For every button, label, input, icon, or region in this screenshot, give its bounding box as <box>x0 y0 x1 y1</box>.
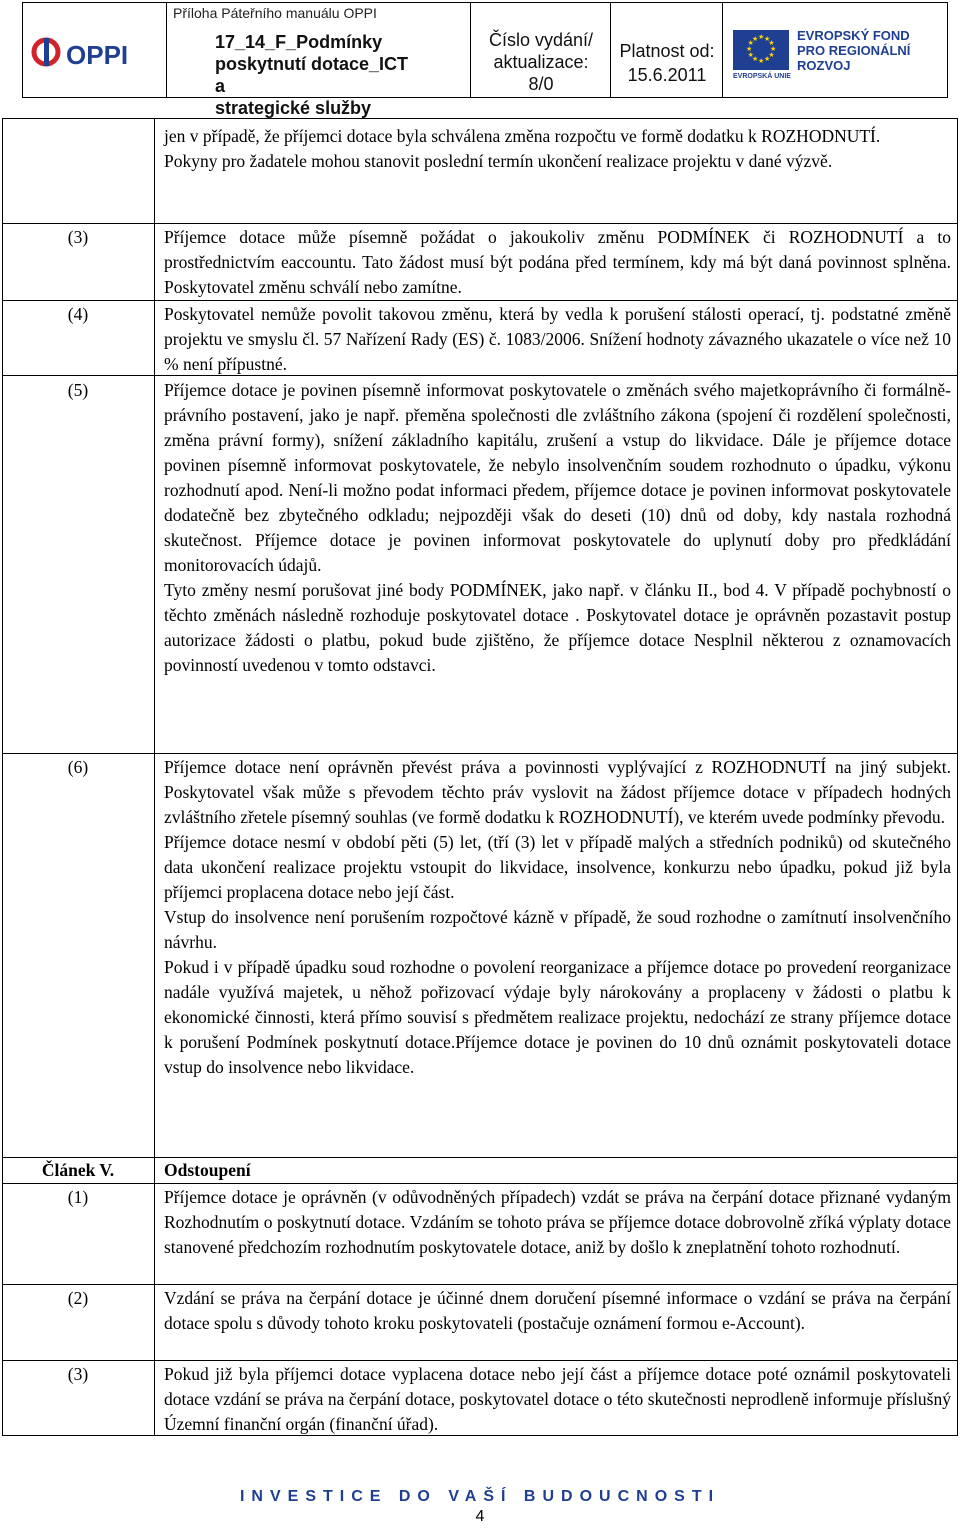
paragraph: Tyto změny nesmí porušovat jiné body PODMÍNEK, jako např. v článku II., bod 4. V případě pochybností o těchto změnách následně rozhoduje poskytovatel dotace . Poskytovatel dotace je oprávněn pozastavit postup autorizace žádosti o platbu, pokud bude zjištěno, že příjemce dotace Nesplnil některou z oznamovacích povinností uvedenou v tomto odstavci. <box>164 580 951 675</box>
paragraph: Příjemce dotace není oprávněn převést práva a povinnosti vyplývající z ROZHODNUTÍ na jiný subjekt. Poskytovatel však může s převodem těchto práv vyslovit na žádost příjemce dotace v případech hodných zvláštního zřetele písemný souhlas (ve formě dodatku k ROZHODNUTÍ), ve kterém uvede podmínky převodu. <box>164 757 951 827</box>
row-divider <box>2 1284 958 1285</box>
eu-fund-line: PRO REGIONÁLNÍ <box>797 42 911 58</box>
issue-label-line: aktualizace: <box>493 52 589 72</box>
doc-name-line: 17_14_F_Podmínky <box>215 32 383 52</box>
row-divider <box>2 300 958 301</box>
page-number: 4 <box>475 1508 485 1525</box>
eu-star-icon: ★ <box>758 34 765 41</box>
valid-value: 15.6.2011 <box>627 65 707 85</box>
paragraph: jen v případě, že příjemci dotace byla schválena změna rozpočtu ve formě dodatku k ROZHODNUTÍ. <box>164 126 881 146</box>
paragraph: Vzdání se práva na čerpání dotace je účinné dnem doručení písemné informace o vzdání se práva na čerpání dotace spolu s důvody tohoto kroku poskytovateli (postačuje oznámení formou e-Account). <box>164 1288 951 1333</box>
paragraph: Příjemce dotace může písemně požádat o jakoukoliv změnu PODMÍNEK či ROZHODNUTÍ a to prostřednictvím eaccountu. Tato žádost musí být podána před termínem, kdy má být daná povinnost splněna. Poskytovatel změnu schválí nebo zamítne. <box>164 227 951 297</box>
article-heading: Odstoupení <box>164 1160 251 1180</box>
paragraph-number: (3) <box>67 227 89 247</box>
eu-star-icon: ★ <box>764 56 771 64</box>
eu-star-icon: ★ <box>768 40 775 47</box>
eu-star-icon: ★ <box>747 52 754 59</box>
paragraph-number: (3) <box>67 1364 89 1384</box>
paragraph-number: (2) <box>67 1288 89 1308</box>
article-number: Článek V. <box>41 1160 115 1180</box>
row-divider <box>2 223 958 224</box>
paragraph: Pokud již byla příjemci dotace vyplacena dotace nebo její část a příjemce dotace poté oznámil poskytovateli dotace vzdání se práva na čerpání dotace, poskytovatel dotace o této skutečnosti neprodleně informuje příslušný Územní finanční orgán (finanční úřad). <box>164 1364 951 1434</box>
logo-text: OPPI <box>65 40 128 70</box>
eu-star-icon: ★ <box>758 58 765 65</box>
issue-info <box>471 29 611 95</box>
paragraph-block <box>164 755 951 1080</box>
eu-star-icon: ★ <box>752 35 759 43</box>
paragraph-number: (1) <box>67 1187 89 1207</box>
paragraph: Příjemce dotace nesmí v období pěti (5) let, (tří (3) let v případě malých a středních podniků) od skutečného data ukončení realizace projektu vstoupit do likvidace, insolvence, konkurzu nebo úpadku, pokud již byla příjemci proplacena dotace nebo její část. <box>164 832 951 902</box>
valid-label: Platnost od: <box>619 41 715 61</box>
paragraph: Vstup do insolvence není porušením rozpočtové kázně v případě, že soud rozhodne o zamítnutí insolvenčního návrhu. <box>164 907 951 952</box>
paragraph-block <box>164 1185 951 1260</box>
eu-star-icon: ★ <box>764 35 771 43</box>
oppi-logo-cell <box>23 3 167 97</box>
paragraph-number: (6) <box>67 757 89 777</box>
doc-name <box>167 31 411 119</box>
paragraph-number: (4) <box>67 304 89 324</box>
paragraph-number: (5) <box>67 380 89 400</box>
eu-cell <box>723 3 947 97</box>
eu-star-icon: ★ <box>768 52 775 59</box>
paragraph-block <box>164 1362 951 1437</box>
eu-fund-label <box>797 28 910 73</box>
row-divider <box>2 753 958 754</box>
paragraph: Příjemce dotace je oprávněn (v odůvodněných případech) vzdát se práva na čerpání dotace přiznané vydaným Rozhodnutím o poskytnutí dotace. Vzdáním se tohoto práva se příjemce dotace dobrovolně zříká výplaty dotace stanovené předchozím rozhodnutím poskytovatele dotace, aniž by došlo k zneplatnění tohoto rozhodnutí. <box>164 1187 951 1257</box>
row-divider <box>2 1360 958 1361</box>
eu-star-icon: ★ <box>752 56 759 64</box>
issue-cell <box>471 3 611 97</box>
oppi-logo-icon <box>30 30 160 70</box>
paragraph: Příjemce dotace je povinen písemně informovat poskytovatele o změnách svého majetkoprávního či formálně-právního postavení, jako je např. přeměna společnosti dle zvláštního zákona (spojení či rozdělení společnosti, změna právní formy), snížení základního kapitálu, zrušení a vstup do likvidace. Dále je příjemce dotace povinen písemně informovat poskytovatele, že nebylo insolvenčním soudem rozhodnuto o úpadku, výkonu rozhodnutí apod. Není-li možno podat informaci předem, příjemce dotace je povinen informovat poskytovatele dodatečně bez zbytečného odkladu; nejpozději však do deseti (10) dnů od doby, kdy nastala rozhodná skutečnost. Příjemce dotace je povinen informovat poskytovatele do uplynutí doby pro předkládání monitorovacích údajů. <box>164 380 951 575</box>
valid-cell <box>611 3 723 97</box>
paragraph: Pokud i v případě úpadku soud rozhodne o povolení reorganizace a příjemce dotace po provedení reorganizace nadále využívá majetek, u něhož pořizovací výdaje byly nárokovány a proplaceny v žádosti o platbu k ekonomické činnosti, která přímo souvisí s předmětem realizace projektu, nedochází ze strany příjemce dotace k porušení Podmínek poskytnutí dotace.Příjemce dotace je povinen do 10 dnů oznámit poskytovateli dotace vstup do insolvence nebo likvidace. <box>164 957 951 1077</box>
paragraph: Poskytovatel nemůže povolit takovou změnu, která by vedla k porušení stálosti operací, tj. podstatné změně projektu ve smyslu čl. 57 Nařízení Rady (ES) č. 1083/2006. Snížení hodnoty závazného ukazatele o více než 10 % není přípustné. <box>164 304 951 374</box>
eu-caption: EVROPSKÁ UNIE <box>733 73 791 80</box>
document-header <box>22 2 948 118</box>
paragraph-block <box>164 1286 951 1336</box>
eu-star-icon: ★ <box>770 46 777 53</box>
paragraph-block <box>164 378 951 678</box>
valid-info <box>611 39 723 87</box>
paragraph-block <box>164 302 951 377</box>
paragraph: Pokyny pro žadatele mohou stanovit poslední termín ukončení realizace projektu v dané výzvě. <box>164 151 833 171</box>
eu-fund-line: EVROPSKÝ FOND <box>797 27 910 43</box>
row-divider <box>2 1183 958 1184</box>
doc-name-line: strategické služby <box>215 98 372 118</box>
doc-type: Příloha Páteřního manuálu OPPI <box>173 5 377 21</box>
eu-star-icon: ★ <box>746 46 753 53</box>
issue-value: 8/0 <box>528 74 554 94</box>
paragraph-block <box>164 124 951 174</box>
issue-label-line: Číslo vydání/ <box>488 30 594 50</box>
eu-flag-icon <box>733 30 791 80</box>
eu-star-icon: ★ <box>747 40 754 47</box>
footer-motto: INVESTICE DO VAŠÍ BUDOUCNOSTI <box>239 1488 721 1505</box>
eu-fund-line: ROZVOJ <box>797 57 851 73</box>
doc-name-line: poskytnutí dotace_ICT a <box>215 54 409 96</box>
paragraph-block <box>164 225 951 300</box>
column-divider <box>154 118 155 1436</box>
doc-title-cell <box>167 3 471 118</box>
